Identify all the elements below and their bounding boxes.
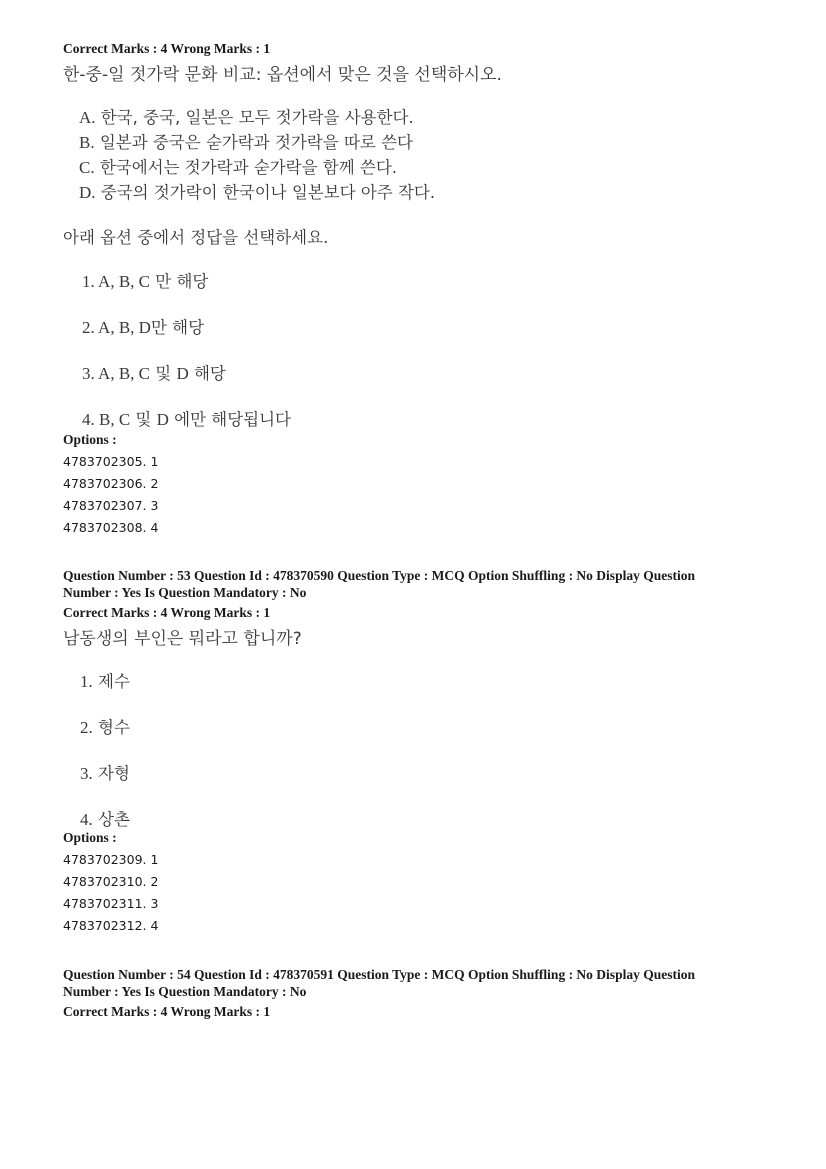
q52-option-3: 4783702307. 3	[63, 498, 159, 513]
q53-option-3: 4783702311. 3	[63, 896, 159, 911]
q53-option-2: 4783702310. 2	[63, 874, 159, 889]
choice-text: 형수	[98, 718, 130, 737]
q53-options-label: Options :	[63, 830, 117, 845]
q52-option-1: 4783702305. 1	[63, 454, 159, 469]
q53-question-text: 남동생의 부인은 뭐라고 합니까?	[63, 629, 302, 649]
q52-option-2: 4783702306. 2	[63, 476, 159, 491]
choice-label: 4. B, C	[82, 410, 131, 429]
q53-header-line1: Question Number : 53 Question Id : 478370590 Question Type : MCQ Option Shuffling : No Display Question	[63, 568, 695, 583]
q52-options-label: Options :	[63, 432, 117, 447]
q52-statement-a	[79, 104, 414, 128]
statement-label: B.	[79, 133, 95, 152]
choice-text: 및	[130, 410, 157, 429]
statement-label: A.	[79, 108, 96, 127]
choice-label-2: D	[176, 364, 189, 383]
q52-marks: Correct Marks : 4 Wrong Marks : 1	[63, 41, 271, 56]
choice-text-2: 에만 해당됩니다	[168, 410, 291, 429]
choice-text: 만 해당	[150, 272, 209, 291]
q52-choice-2	[82, 314, 204, 338]
statement-text: 일본과 중국은 숟가락과 젓가락을 따로 쓴다	[99, 133, 413, 152]
q52-statement-d	[79, 179, 435, 203]
choice-text: 상촌	[98, 810, 130, 829]
choice-text: 제수	[98, 672, 130, 691]
q52-choice-3	[82, 360, 226, 384]
q53-header-line2: Number : Yes Is Question Mandatory : No	[63, 585, 307, 600]
statement-text: 중국의 젓가락이 한국이나 일본보다 아주 작다.	[100, 183, 436, 202]
q53-option-4: 4783702312. 4	[63, 918, 159, 933]
q53-option-1: 4783702309. 1	[63, 852, 159, 867]
statement-text: 한국, 중국, 일본은 모두 젓가락을 사용한다.	[100, 108, 414, 127]
choice-text: 만 해당	[150, 318, 205, 337]
statement-label: D.	[79, 183, 96, 202]
q53-marks: Correct Marks : 4 Wrong Marks : 1	[63, 605, 271, 620]
choice-label: 3. A, B, C	[82, 364, 151, 383]
q53-choice-3	[80, 760, 130, 784]
q52-choice-1	[82, 268, 208, 292]
q53-choice-4	[80, 806, 130, 830]
q52-question-text: 한-중-일 젓가락 문화 비교: 옵션에서 맞은 것을 선택하시오.	[63, 65, 502, 85]
q54-header-line1: Question Number : 54 Question Id : 478370591 Question Type : MCQ Option Shuffling : No Display Question	[63, 967, 695, 982]
statement-text: 한국에서는 젓가락과 숟가락을 함께 쓴다.	[99, 158, 398, 177]
q52-statement-b	[79, 129, 413, 153]
choice-label: 1.	[80, 672, 93, 691]
statement-label: C.	[79, 158, 95, 177]
choice-label: 3.	[80, 764, 93, 783]
q54-marks: Correct Marks : 4 Wrong Marks : 1	[63, 1004, 271, 1019]
choice-text: 자형	[98, 764, 130, 783]
choice-label: 1. A, B, C	[82, 272, 151, 291]
q52-instruction: 아래 옵션 중에서 정답을 선택하세요.	[63, 228, 329, 247]
q53-choice-1	[80, 668, 130, 692]
choice-label: 2.	[80, 718, 93, 737]
choice-label-2: D	[156, 410, 169, 429]
choice-label: 2. A, B, D	[82, 318, 151, 337]
choice-text: 및	[150, 364, 177, 383]
q53-choice-2	[80, 714, 130, 738]
q52-choice-4	[82, 406, 291, 430]
choice-text-2: 해당	[188, 364, 226, 383]
q52-statement-c	[79, 154, 397, 178]
q54-header-line2: Number : Yes Is Question Mandatory : No	[63, 984, 307, 999]
choice-label: 4.	[80, 810, 93, 829]
q52-option-4: 4783702308. 4	[63, 520, 159, 535]
